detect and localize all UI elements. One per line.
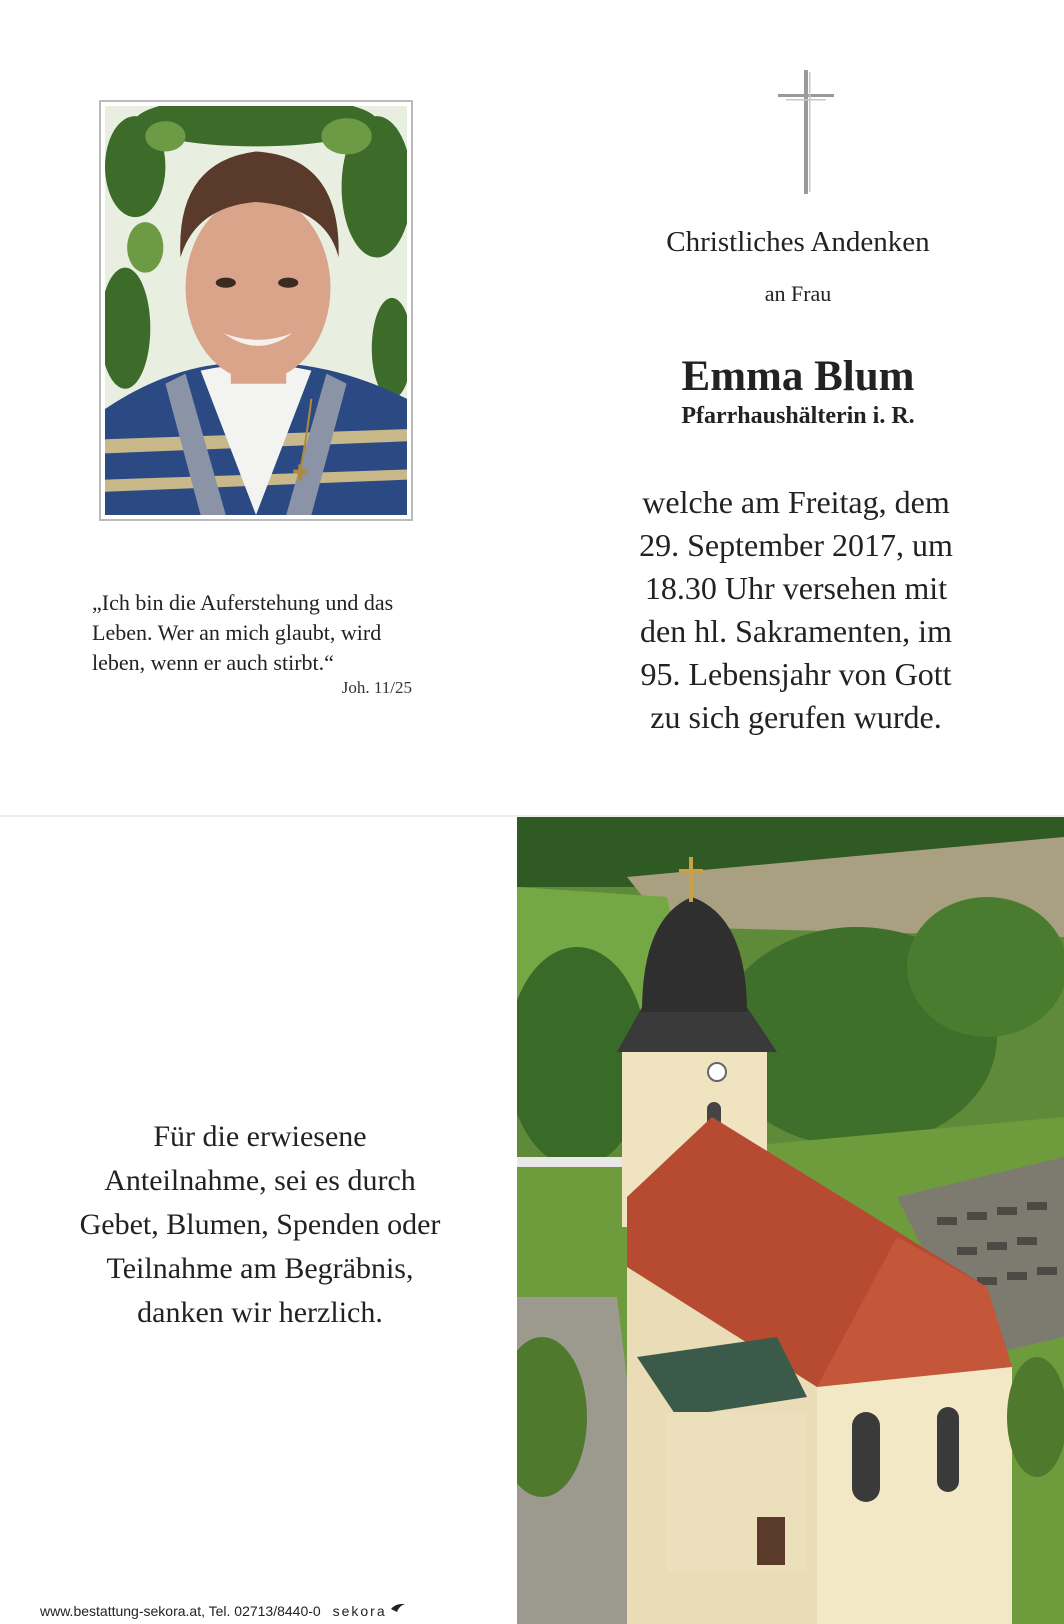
bird-icon bbox=[391, 1603, 405, 1613]
thanks-line: danken wir herzlich. bbox=[137, 1296, 383, 1329]
death-line: 18.30 Uhr versehen mit bbox=[644, 570, 948, 606]
quote-line: Leben. Wer an mich glaubt, wird bbox=[92, 620, 382, 645]
deceased-occupation: Pfarrhaushälterin i. R. bbox=[681, 403, 915, 429]
death-line: 29. September 2017, um bbox=[639, 527, 953, 563]
death-line: 95. Lebensjahr von Gott bbox=[640, 656, 952, 692]
quote-line: leben, wenn er auch stirbt.“ bbox=[92, 650, 334, 675]
quote-line: „Ich bin die Auferstehung und das bbox=[92, 590, 394, 615]
thanks-line: Gebet, Blumen, Spenden oder bbox=[79, 1208, 441, 1241]
portrait-frame bbox=[99, 100, 413, 521]
death-line: den hl. Sakramenten, im bbox=[640, 613, 952, 649]
church-photo-panel bbox=[517, 817, 1064, 1624]
front-left-panel bbox=[0, 0, 532, 815]
footer-brand: sekora bbox=[332, 1603, 387, 1619]
church-photo bbox=[517, 817, 1064, 1624]
salutation: an Frau bbox=[764, 281, 832, 306]
cross-icon bbox=[776, 68, 836, 196]
funeral-home-footer bbox=[40, 1603, 405, 1619]
memorial-heading: Christliches Andenken bbox=[666, 226, 930, 258]
thanks-line: Anteilnahme, sei es durch bbox=[104, 1164, 416, 1197]
thanks-line: Teilnahme am Begräbnis, bbox=[106, 1252, 414, 1285]
death-line: welche am Freitag, dem bbox=[642, 484, 950, 520]
quote-reference: Joh. 11/25 bbox=[341, 678, 412, 697]
death-line: zu sich gerufen wurde. bbox=[650, 699, 942, 735]
footer-contact: www.bestattung-sekora.at, Tel. 02713/8440-0 bbox=[40, 1603, 321, 1619]
thanks-line: Für die erwiesene bbox=[153, 1120, 367, 1153]
portrait-photo bbox=[105, 106, 407, 515]
deceased-name: Emma Blum bbox=[681, 353, 915, 400]
thanks-message bbox=[40, 1115, 480, 1335]
bible-quote bbox=[92, 588, 432, 678]
death-notice bbox=[618, 481, 974, 739]
